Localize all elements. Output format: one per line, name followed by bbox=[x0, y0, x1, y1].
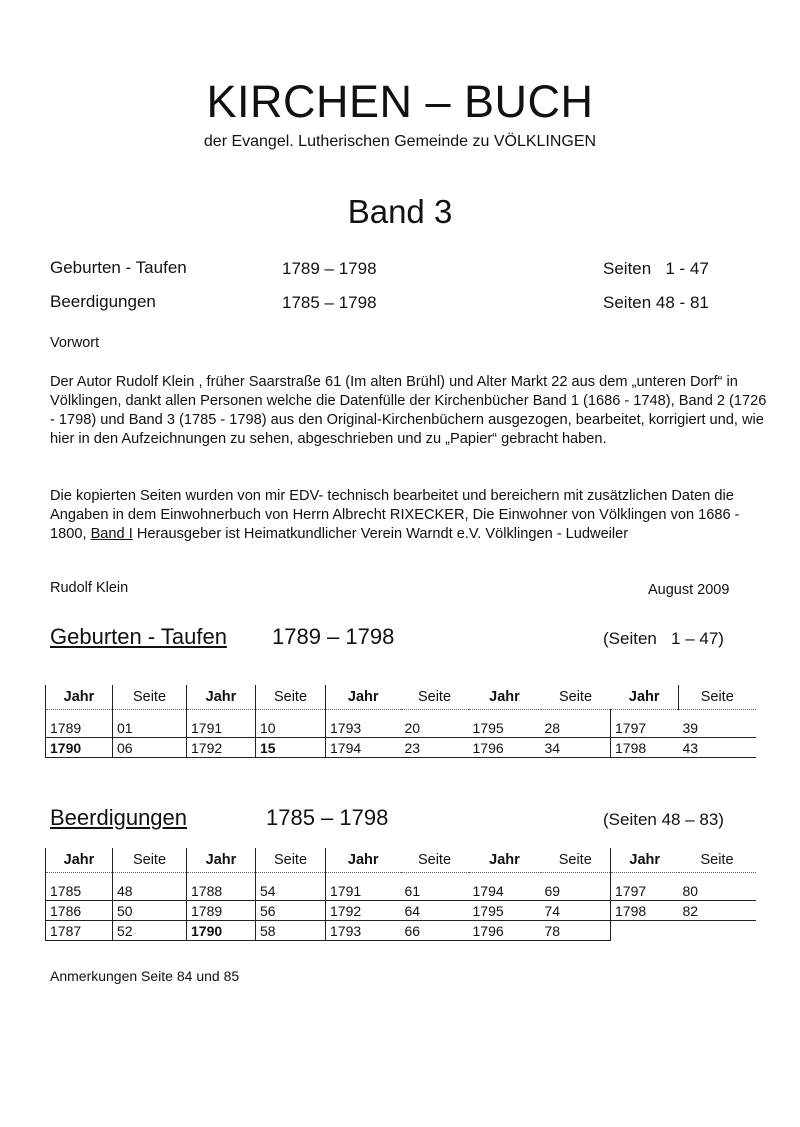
section-pages: (Seiten 48 – 83) bbox=[603, 810, 724, 829]
year-cell: 1792 bbox=[187, 738, 256, 758]
page-cell: 82 bbox=[679, 901, 756, 921]
paragraph-text: Herausgeber ist Heimatkundlicher Verein Warndt e.V. Völklingen - Ludweiler bbox=[132, 526, 629, 542]
document-title: KIRCHEN – BUCH bbox=[206, 76, 594, 127]
column-header: Jahr bbox=[469, 848, 541, 873]
year-cell: 1789 bbox=[46, 718, 113, 738]
page-cell: 61 bbox=[401, 881, 469, 901]
year-cell: 1790 bbox=[187, 921, 256, 941]
column-header: Jahr bbox=[326, 848, 401, 873]
column-header: Seite bbox=[401, 848, 469, 873]
geburten-table bbox=[45, 685, 756, 758]
year-cell: 1791 bbox=[187, 718, 256, 738]
summary-years: 1789 – 1798 bbox=[282, 259, 377, 278]
table-row bbox=[46, 718, 756, 738]
paragraph-text: Die kopierten Seiten wurden von mir EDV- technisch bearbeitet und bereichern mit zusätzlichen Daten die Angaben in dem Einwohnerbuch von Herrn Albrecht RIXECKER, Die Einwohner von Völklingen von 1686 - 1800, bbox=[50, 488, 740, 542]
year-cell: 1786 bbox=[46, 901, 113, 921]
year-cell: 1793 bbox=[326, 921, 401, 941]
section-title-text: Geburten - Taufen bbox=[50, 624, 227, 649]
year-cell: 1785 bbox=[46, 881, 113, 901]
page-cell: 54 bbox=[256, 881, 326, 901]
vorwort-paragraph: Der Autor Rudolf Klein , früher Saarstraße 61 (Im alten Brühl) und Alter Markt 22 aus dem „unteren Dorf“ in Völklingen, dankt allen Personen welche die Datenfülle der Kirchenbücher Band 1 (1686 - 1748), Band 2 (1726 - 1798) und Band 3 (1785 - 1798) aus den Original-Kirchenbüchern ausgezogen, bearbeitet, korrigiert und, wie hier in den Aufzeichnungen zu sehen, abgeschrieben und zu „Papier“ gebracht haben. bbox=[50, 374, 767, 447]
section-range: 1785 – 1798 bbox=[266, 805, 389, 830]
page-cell: 58 bbox=[256, 921, 326, 941]
year-cell: 1791 bbox=[326, 881, 401, 901]
year-cell: 1793 bbox=[326, 718, 401, 738]
table-header-row bbox=[46, 685, 756, 710]
page-cell: 20 bbox=[401, 718, 469, 738]
section-range: 1789 – 1798 bbox=[272, 624, 395, 649]
vorwort-heading: Vorwort bbox=[50, 335, 100, 351]
footer-note: Anmerkungen Seite 84 und 85 bbox=[50, 968, 240, 984]
year-cell: 1792 bbox=[326, 901, 401, 921]
year-cell: 1797 bbox=[611, 881, 679, 901]
column-header: Jahr bbox=[611, 685, 679, 710]
page-cell: 64 bbox=[401, 901, 469, 921]
summary-years: 1785 – 1798 bbox=[282, 293, 377, 312]
page-cell: 10 bbox=[256, 718, 326, 738]
column-header: Seite bbox=[679, 848, 756, 873]
column-header: Seite bbox=[541, 685, 611, 710]
page-cell: 43 bbox=[679, 738, 756, 758]
column-header: Jahr bbox=[469, 685, 541, 710]
section-title bbox=[50, 624, 227, 650]
year-cell: 1795 bbox=[469, 718, 541, 738]
column-header: Seite bbox=[256, 685, 326, 710]
year-cell bbox=[611, 921, 679, 941]
vorwort-paragraph bbox=[50, 487, 770, 544]
year-cell: 1797 bbox=[611, 718, 679, 738]
column-header: Jahr bbox=[187, 848, 256, 873]
page-cell: 50 bbox=[113, 901, 187, 921]
table-row bbox=[46, 881, 756, 901]
page-cell: 66 bbox=[401, 921, 469, 941]
page-cell: 34 bbox=[541, 738, 611, 758]
table-row bbox=[46, 738, 756, 758]
column-header: Jahr bbox=[326, 685, 401, 710]
table-header-row bbox=[46, 848, 756, 873]
band-reference: Band I bbox=[90, 526, 133, 542]
summary-label: Geburten - Taufen bbox=[50, 258, 187, 277]
year-cell: 1796 bbox=[469, 738, 541, 758]
section-title bbox=[50, 805, 187, 831]
page-cell: 06 bbox=[113, 738, 187, 758]
year-cell: 1788 bbox=[187, 881, 256, 901]
document-date: August 2009 bbox=[648, 582, 730, 598]
page-cell: 80 bbox=[679, 881, 756, 901]
year-cell: 1795 bbox=[469, 901, 541, 921]
year-cell: 1796 bbox=[469, 921, 541, 941]
author-name: Rudolf Klein bbox=[50, 580, 129, 596]
page-cell: 28 bbox=[541, 718, 611, 738]
year-cell: 1790 bbox=[46, 738, 113, 758]
year-cell: 1794 bbox=[326, 738, 401, 758]
table-row bbox=[46, 921, 756, 941]
column-header: Jahr bbox=[46, 848, 113, 873]
page-cell: 23 bbox=[401, 738, 469, 758]
page-cell: 56 bbox=[256, 901, 326, 921]
column-header: Seite bbox=[679, 685, 756, 710]
page-cell: 39 bbox=[679, 718, 756, 738]
column-header: Seite bbox=[256, 848, 326, 873]
column-header: Seite bbox=[113, 848, 187, 873]
column-header: Jahr bbox=[46, 685, 113, 710]
year-cell: 1798 bbox=[611, 901, 679, 921]
page-cell: 74 bbox=[541, 901, 611, 921]
column-header: Jahr bbox=[611, 848, 679, 873]
table-row bbox=[46, 901, 756, 921]
summary-label: Beerdigungen bbox=[50, 292, 156, 311]
year-cell: 1794 bbox=[469, 881, 541, 901]
column-header: Seite bbox=[113, 685, 187, 710]
page-cell bbox=[679, 921, 756, 941]
section-pages: (Seiten 1 – 47) bbox=[603, 629, 724, 648]
year-cell: 1789 bbox=[187, 901, 256, 921]
column-header: Seite bbox=[541, 848, 611, 873]
column-header: Seite bbox=[401, 685, 469, 710]
page-cell: 78 bbox=[541, 921, 611, 941]
column-header: Jahr bbox=[187, 685, 256, 710]
summary-pages: Seiten 1 - 47 bbox=[603, 259, 709, 278]
band-title: Band 3 bbox=[347, 193, 453, 230]
page-cell: 52 bbox=[113, 921, 187, 941]
page-cell: 01 bbox=[113, 718, 187, 738]
page-cell: 48 bbox=[113, 881, 187, 901]
page-cell: 15 bbox=[256, 738, 326, 758]
year-cell: 1787 bbox=[46, 921, 113, 941]
document-subtitle: der Evangel. Lutherischen Gemeinde zu VÖLKLINGEN bbox=[203, 133, 597, 150]
summary-pages: Seiten 48 - 81 bbox=[603, 293, 709, 312]
beerdigungen-table bbox=[45, 848, 756, 941]
section-title-text: Beerdigungen bbox=[50, 805, 188, 830]
page-cell: 69 bbox=[541, 881, 611, 901]
year-cell: 1798 bbox=[611, 738, 679, 758]
